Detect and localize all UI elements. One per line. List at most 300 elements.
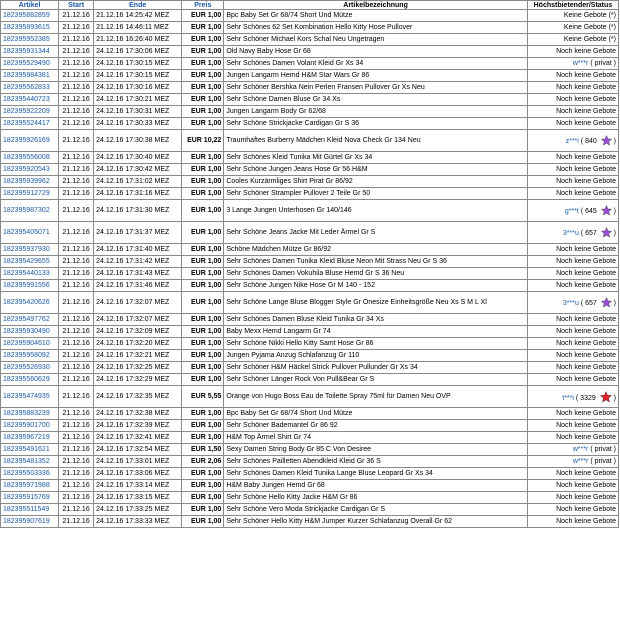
price-cell: EUR 1,00 — [182, 420, 223, 431]
item-id-cell — [1, 46, 58, 57]
item-title-cell: Sehr Schöne Nikki Hello Kitty Samt Hose Gr 86 — [224, 338, 526, 349]
item-id-link[interactable]: 182395984381 — [3, 72, 50, 79]
item-title-cell: Sehr Schöner H&M Häckel Strick Pullover Pullunder Gr Xs 34 — [224, 362, 526, 373]
item-id-link[interactable]: 182395420626 — [3, 299, 50, 306]
item-title-cell: Sehr Schönes Damen Bluse Kleid Tunika Gr 34 Xs — [224, 314, 526, 325]
price-cell: EUR 1,00 — [182, 118, 223, 129]
start-date-cell: 21.12.16 — [59, 176, 93, 187]
table-row — [1, 176, 618, 187]
table-row — [1, 188, 618, 199]
table-row — [1, 350, 618, 361]
table-row — [1, 468, 618, 479]
end-date-cell: 24.12.16 17:32:29 MEZ — [94, 374, 181, 385]
table-row — [1, 280, 618, 291]
status-text: Noch keine Gebote — [556, 190, 616, 197]
item-title-cell: Sexy Damen String Body Gr 85 C Von Desiree — [224, 444, 526, 455]
status-text: Noch keine Gebote — [556, 364, 616, 371]
item-id-link[interactable]: 182395526930 — [3, 364, 50, 371]
item-title-cell: Jungen Langarm Body Gr 62/68 — [224, 106, 526, 117]
item-id-cell — [1, 256, 58, 267]
table-row — [1, 46, 618, 57]
item-id-link[interactable]: 182395912729 — [3, 190, 50, 197]
start-date-cell: 21.12.16 — [59, 292, 93, 313]
item-title-cell: Sehr Schöner Hello Kitty H&M Jumper Kurzer Schlafanzug Overall Gr 62 — [224, 516, 526, 527]
bidder-link[interactable]: 3***u — [562, 300, 579, 307]
item-title-cell: Sehr Schönes Kleid Tunika Mit Gürtel Gr Xs 34 — [224, 152, 526, 163]
item-id-link[interactable]: 182395920543 — [3, 166, 50, 173]
end-date-cell: 24.12.16 17:32:54 MEZ — [94, 444, 181, 455]
table-row — [1, 386, 618, 407]
status-cell: 3***u ( 657 ) — [528, 292, 618, 313]
end-date-cell: 24.12.16 17:32:21 MEZ — [94, 350, 181, 361]
status-text: Noch keine Gebote — [556, 518, 616, 525]
status-cell — [528, 408, 618, 419]
item-id-link[interactable]: 182395497762 — [3, 316, 50, 323]
item-id-link[interactable]: 182395904610 — [3, 340, 50, 347]
start-date-cell: 21.12.16 — [59, 362, 93, 373]
item-id-link[interactable]: 182395952385 — [3, 36, 50, 43]
item-id-cell — [1, 164, 58, 175]
item-id-cell — [1, 188, 58, 199]
column-header-artikel[interactable]: Artikel — [1, 1, 58, 9]
item-id-cell — [1, 374, 58, 385]
start-date-cell: 21.12.16 — [59, 34, 93, 45]
table-row — [1, 338, 618, 349]
item-id-link[interactable]: 182395991556 — [3, 282, 50, 289]
item-id-cell — [1, 106, 58, 117]
status-cell — [528, 468, 618, 479]
status-text: Noch keine Gebote — [556, 328, 616, 335]
item-id-cell — [1, 280, 58, 291]
start-date-cell: 21.12.16 — [59, 386, 93, 407]
table-row — [1, 362, 618, 373]
table-row — [1, 94, 618, 105]
status-cell — [528, 432, 618, 443]
end-date-cell: 24.12.16 17:30:40 MEZ — [94, 152, 181, 163]
item-id-cell — [1, 468, 58, 479]
price-cell: EUR 1,00 — [182, 280, 223, 291]
item-title-cell: Old Navy Baby Hose Gr 68 — [224, 46, 526, 57]
item-title-cell: Sehr Schöne Lange Bluse Blogger Style Gr Onesize Einheitsgröße Neu Xs S M L Xl — [224, 292, 526, 313]
status-text: Noch keine Gebote — [556, 434, 616, 441]
price-cell: EUR 1,00 — [182, 46, 223, 57]
price-cell: EUR 2,06 — [182, 456, 223, 467]
end-date-cell: 24.12.16 17:32:07 MEZ — [94, 314, 181, 325]
status-text: Noch keine Gebote — [556, 352, 616, 359]
item-id-cell — [1, 314, 58, 325]
start-date-cell: 21.12.16 — [59, 244, 93, 255]
price-cell: EUR 1,00 — [182, 468, 223, 479]
status-text: Noch keine Gebote — [556, 422, 616, 429]
item-title-cell: Sehr Schöne Strickjacke Cardigan Gr S 36 — [224, 118, 526, 129]
status-text: Noch keine Gebote — [556, 258, 616, 265]
price-cell: EUR 1,00 — [182, 256, 223, 267]
end-date-cell: 24.12.16 17:33:25 MEZ — [94, 504, 181, 515]
item-id-cell — [1, 292, 58, 313]
table-row — [1, 164, 618, 175]
item-id-link[interactable]: 182395562833 — [3, 84, 50, 91]
bidder-link[interactable]: 3***u — [562, 230, 579, 237]
table-row — [1, 516, 618, 527]
item-title-cell: Sehr Schöne Jeans Jacke Mit Leder Ärmel Gr S — [224, 222, 526, 243]
start-date-cell: 21.12.16 — [59, 70, 93, 81]
end-date-cell: 24.12.16 17:30:38 MEZ — [94, 130, 181, 151]
end-date-cell: 24.12.16 17:30:16 MEZ — [94, 82, 181, 93]
item-id-link[interactable]: 182395882859 — [3, 12, 50, 19]
status-cell — [528, 46, 618, 57]
item-id-link[interactable]: 182395440133 — [3, 270, 50, 277]
price-cell: EUR 1,00 — [182, 106, 223, 117]
end-date-cell: 24.12.16 17:31:16 MEZ — [94, 188, 181, 199]
end-date-cell: 24.12.16 17:30:15 MEZ — [94, 70, 181, 81]
status-cell — [528, 34, 618, 45]
bidder-rating: ( 657 — [580, 300, 597, 307]
end-date-cell: 24.12.16 17:32:41 MEZ — [94, 432, 181, 443]
end-date-cell: 24.12.16 17:30:15 MEZ — [94, 58, 181, 69]
end-date-cell: 24.12.16 17:30:21 MEZ — [94, 94, 181, 105]
item-id-cell — [1, 222, 58, 243]
end-date-cell: 21.12.16 16:26:40 MEZ — [94, 34, 181, 45]
end-date-cell: 24.12.16 17:32:09 MEZ — [94, 326, 181, 337]
end-date-cell: 24.12.16 17:31:42 MEZ — [94, 256, 181, 267]
bidder-rating: ( 3329 — [575, 394, 596, 402]
status-cell — [528, 244, 618, 255]
status-text: Noch keine Gebote — [556, 270, 616, 277]
item-id-link[interactable]: 182395481352 — [3, 458, 50, 465]
status-cell — [528, 350, 618, 361]
status-text: Noch keine Gebote — [556, 120, 616, 127]
price-cell: EUR 1,00 — [182, 350, 223, 361]
status-cell — [528, 118, 618, 129]
end-date-cell: 24.12.16 17:31:30 MEZ — [94, 200, 181, 221]
item-id-link[interactable]: 182395930490 — [3, 328, 50, 335]
item-title-cell: Orange von Hugo Boss Eau de Toilette Spray 75ml für Damen Neu OVP — [224, 386, 526, 407]
table-row — [1, 504, 618, 515]
item-id-link[interactable]: 182395524417 — [3, 120, 50, 127]
price-cell: EUR 5,55 — [182, 386, 223, 407]
table-row — [1, 268, 618, 279]
item-title-cell: Sehr Schöne Damen Bluse Gr 34 Xs — [224, 94, 526, 105]
column-header-start[interactable]: Start — [59, 1, 93, 9]
end-date-cell: 24.12.16 17:33:33 MEZ — [94, 516, 181, 527]
item-id-cell — [1, 176, 58, 187]
item-id-cell — [1, 82, 58, 93]
end-date-cell: 24.12.16 17:30:06 MEZ — [94, 46, 181, 57]
start-date-cell: 21.12.16 — [59, 22, 93, 33]
price-cell: EUR 1,00 — [182, 362, 223, 373]
item-title-cell: Jungen Langarm Hemd H&M Star Wars Gr 86 — [224, 70, 526, 81]
table-row — [1, 408, 618, 419]
price-cell: EUR 1,00 — [182, 326, 223, 337]
start-date-cell: 21.12.16 — [59, 374, 93, 385]
table-row — [1, 492, 618, 503]
item-id-link[interactable]: 182395958092 — [3, 352, 50, 359]
end-date-cell: 24.12.16 17:31:02 MEZ — [94, 176, 181, 187]
status-cell — [528, 70, 618, 81]
item-id-cell — [1, 10, 58, 21]
item-title-cell: 3 Lange Jungen Unterhosen Gr 140/146 — [224, 200, 526, 221]
feedback-star-icon — [600, 391, 612, 403]
status-cell: t***i ( 3329 ) — [528, 386, 618, 407]
price-cell: EUR 10,22 — [182, 130, 223, 151]
status-cell — [528, 164, 618, 175]
start-date-cell: 21.12.16 — [59, 516, 93, 527]
price-cell: EUR 1,00 — [182, 314, 223, 325]
feedback-star-icon — [601, 297, 612, 308]
bidder-link[interactable]: w***r — [572, 458, 589, 465]
price-cell: EUR 1,00 — [182, 492, 223, 503]
bidder-link[interactable]: z***i — [565, 138, 579, 145]
start-date-cell: 21.12.16 — [59, 314, 93, 325]
item-id-cell — [1, 516, 58, 527]
end-date-cell: 24.12.16 17:30:33 MEZ — [94, 118, 181, 129]
start-date-cell: 21.12.16 — [59, 200, 93, 221]
status-cell — [528, 504, 618, 515]
item-id-cell — [1, 492, 58, 503]
item-id-cell — [1, 34, 58, 45]
item-title-cell: Sehr Schönes Damen Vokuhila Bluse Hemd Gr S 36 Neu — [224, 268, 526, 279]
start-date-cell: 21.12.16 — [59, 468, 93, 479]
status-cell — [528, 420, 618, 431]
item-title-cell: Sehr Schöne Jungen Jeans Hose Gr 56 H&M — [224, 164, 526, 175]
status-text: Noch keine Gebote — [556, 482, 616, 489]
item-title-cell: Bpc Baby Set Gr 68/74 Short Und Mütze — [224, 408, 526, 419]
item-title-cell: Sehr Schönes 62 Set Kombination Hello Kitty Hose Pullover — [224, 22, 526, 33]
end-date-cell: 24.12.16 17:32:20 MEZ — [94, 338, 181, 349]
item-title-cell: Baby Mexx Hemd Langarm Gr 74 — [224, 326, 526, 337]
price-cell: EUR 1,00 — [182, 58, 223, 69]
table-header-row — [1, 1, 618, 9]
item-id-link[interactable]: 182395967219 — [3, 434, 50, 441]
table-row — [1, 82, 618, 93]
bidder-link[interactable]: g***t — [564, 208, 579, 215]
item-id-link[interactable]: 182395529490 — [3, 60, 50, 67]
item-id-link[interactable]: 182395893615 — [3, 24, 50, 31]
feedback-star-icon — [601, 205, 612, 216]
item-id-cell — [1, 200, 58, 221]
item-id-link[interactable]: 182395971988 — [3, 482, 50, 489]
item-title-cell: Sehr Schöne Hello Kitty Jacke H&M Gr 86 — [224, 492, 526, 503]
end-date-cell: 24.12.16 17:32:38 MEZ — [94, 408, 181, 419]
bidder-rating: ( privat ) — [590, 60, 616, 67]
item-title-cell: Sehr Schönes Damen Volant Kleid Gr Xs 34 — [224, 58, 526, 69]
status-cell: g***t ( 645 ) — [528, 200, 618, 221]
item-id-link[interactable]: 182395474935 — [3, 393, 50, 400]
end-date-cell: 24.12.16 17:31:40 MEZ — [94, 244, 181, 255]
status-text: Noch keine Gebote — [556, 84, 616, 91]
status-text: Noch keine Gebote — [556, 154, 616, 161]
price-cell: EUR 1,00 — [182, 222, 223, 243]
table-row — [1, 374, 618, 385]
status-cell — [528, 444, 618, 455]
item-title-cell: Bpc Baby Set Gr 68/74 Short Und Mütze — [224, 10, 526, 21]
item-title-cell: Sehr Schöner Bershka Nein Perlen Fransen Pullover Gr Xs Neu — [224, 82, 526, 93]
item-id-link[interactable]: 182395511549 — [3, 506, 50, 513]
item-title-cell: Sehr Schöner Strampler Pullover 2 Teile Gr 50 — [224, 188, 526, 199]
item-id-cell — [1, 130, 58, 151]
item-title-cell: Sehr Schönes Damen Tunika Kleid Bluse Neon Mit Strass Neu Gr S 36 — [224, 256, 526, 267]
item-id-link[interactable]: 182395901700 — [3, 422, 50, 429]
status-cell — [528, 362, 618, 373]
status-text: Noch keine Gebote — [556, 494, 616, 501]
item-title-cell: Sehr Schöner Länger Rock Von Pull&Bear Gr S — [224, 374, 526, 385]
start-date-cell: 21.12.16 — [59, 222, 93, 243]
item-id-link[interactable]: 182395987302 — [3, 207, 50, 214]
item-title-cell: Sehr Schöne Jungen Nike Hose Gr M 140 - 152 — [224, 280, 526, 291]
item-id-cell — [1, 408, 58, 419]
end-date-cell: 24.12.16 17:32:35 MEZ — [94, 386, 181, 407]
item-id-cell — [1, 70, 58, 81]
end-date-cell: 24.12.16 17:30:31 MEZ — [94, 106, 181, 117]
table-row — [1, 456, 618, 467]
table-row — [1, 200, 618, 221]
item-title-cell: Sehr Schönes Damen Kleid Tunika Lange Bluse Leopard Gr Xs 34 — [224, 468, 526, 479]
end-date-cell: 24.12.16 17:33:15 MEZ — [94, 492, 181, 503]
status-cell — [528, 106, 618, 117]
table-row — [1, 256, 618, 267]
item-id-link[interactable]: 182395405071 — [3, 229, 50, 236]
table-row — [1, 420, 618, 431]
item-title-cell: H&M Top Ärmel Shirt Gr 74 — [224, 432, 526, 443]
start-date-cell: 21.12.16 — [59, 256, 93, 267]
start-date-cell: 21.12.16 — [59, 118, 93, 129]
table-row — [1, 70, 618, 81]
price-cell: EUR 1,00 — [182, 268, 223, 279]
status-cell — [528, 280, 618, 291]
item-id-link[interactable]: 182395922209 — [3, 108, 50, 115]
price-cell: EUR 1,00 — [182, 516, 223, 527]
price-cell: EUR 1,00 — [182, 82, 223, 93]
item-title-cell: Sehr Schöner Bademantel Gr 86 92 — [224, 420, 526, 431]
start-date-cell: 21.12.16 — [59, 268, 93, 279]
column-header-status: Höchstbietender/Status — [528, 1, 618, 9]
table-row — [1, 58, 618, 69]
item-id-cell — [1, 338, 58, 349]
start-date-cell: 21.12.16 — [59, 130, 93, 151]
column-header-ende[interactable]: Ende — [94, 1, 181, 9]
price-cell: EUR 1,00 — [182, 152, 223, 163]
table-row — [1, 118, 618, 129]
start-date-cell: 21.12.16 — [59, 152, 93, 163]
table-row — [1, 106, 618, 117]
start-date-cell: 21.12.16 — [59, 46, 93, 57]
status-cell — [528, 176, 618, 187]
status-cell — [528, 480, 618, 491]
item-id-link[interactable]: 182395937930 — [3, 246, 50, 253]
item-title-cell: H&M Baby Jungen Hemd Gr 68 — [224, 480, 526, 491]
status-text: Noch keine Gebote — [556, 166, 616, 173]
column-header-preis[interactable]: Preis — [182, 1, 223, 9]
item-id-link[interactable]: 182395915769 — [3, 494, 50, 501]
item-id-link[interactable]: 182395440723 — [3, 96, 50, 103]
status-text: Noch keine Gebote — [556, 506, 616, 513]
item-id-link[interactable]: 182395907619 — [3, 518, 50, 525]
bidder-link[interactable]: w***r — [572, 446, 589, 453]
status-text: Noch keine Gebote — [556, 316, 616, 323]
status-cell — [528, 456, 618, 467]
table-row — [1, 480, 618, 491]
item-id-link[interactable]: 182395939962 — [3, 178, 50, 185]
status-cell: z***i ( 840 ) — [528, 130, 618, 151]
end-date-cell: 24.12.16 17:31:43 MEZ — [94, 268, 181, 279]
status-text: Noch keine Gebote — [556, 178, 616, 185]
status-cell — [528, 58, 618, 69]
status-text: Noch keine Gebote — [556, 470, 616, 477]
price-cell: EUR 1,00 — [182, 10, 223, 21]
item-id-cell — [1, 118, 58, 129]
bidder-link[interactable]: w***r — [572, 60, 589, 67]
price-cell: EUR 1,00 — [182, 374, 223, 385]
item-id-link[interactable]: 182395560629 — [3, 376, 50, 383]
item-id-link[interactable]: 182395883239 — [3, 410, 50, 417]
start-date-cell: 21.12.16 — [59, 444, 93, 455]
bidder-link[interactable]: t***i — [562, 394, 574, 402]
column-header-artikelbezeichnung: Artikelbezeichnung — [224, 1, 526, 9]
end-date-cell: 21.12.16 14:46:11 MEZ — [94, 22, 181, 33]
status-text: Noch keine Gebote — [556, 108, 616, 115]
status-cell: 3***u ( 657 ) — [528, 222, 618, 243]
price-cell: EUR 1,00 — [182, 22, 223, 33]
feedback-star-icon — [601, 227, 612, 238]
start-date-cell: 21.12.16 — [59, 280, 93, 291]
item-id-cell — [1, 386, 58, 407]
item-id-cell — [1, 94, 58, 105]
item-id-link[interactable]: 182395429655 — [3, 258, 50, 265]
status-text: Keine Gebote (*) — [563, 24, 616, 31]
status-cell — [528, 338, 618, 349]
status-cell — [528, 314, 618, 325]
price-cell: EUR 1,00 — [182, 34, 223, 45]
bidder-rating: ( 840 — [580, 138, 597, 145]
end-date-cell: 24.12.16 17:32:25 MEZ — [94, 362, 181, 373]
start-date-cell: 21.12.16 — [59, 188, 93, 199]
start-date-cell: 21.12.16 — [59, 326, 93, 337]
price-cell: EUR 1,00 — [182, 480, 223, 491]
status-text: Keine Gebote (*) — [563, 12, 616, 19]
end-date-cell: 24.12.16 17:32:07 MEZ — [94, 292, 181, 313]
end-date-cell: 24.12.16 17:33:01 MEZ — [94, 456, 181, 467]
table-row — [1, 222, 618, 243]
bidder-rating: ( 657 — [580, 230, 597, 237]
end-date-cell: 24.12.16 17:31:46 MEZ — [94, 280, 181, 291]
item-id-link[interactable]: 182395491621 — [3, 446, 50, 453]
status-cell — [528, 256, 618, 267]
status-text: Noch keine Gebote — [556, 282, 616, 289]
item-id-cell — [1, 326, 58, 337]
item-id-link[interactable]: 182395556008 — [3, 154, 50, 161]
item-id-cell — [1, 504, 58, 515]
item-id-link[interactable]: 182395931344 — [3, 48, 50, 55]
end-date-cell: 24.12.16 17:32:39 MEZ — [94, 420, 181, 431]
item-id-link[interactable]: 182395926169 — [3, 137, 50, 144]
item-title-cell: Sehr Schöner Michael Kors Schal Neu Ungetragen — [224, 34, 526, 45]
bidder-rating: ( 645 — [580, 208, 597, 215]
price-cell: EUR 1,00 — [182, 408, 223, 419]
item-id-cell — [1, 58, 58, 69]
table-row — [1, 22, 618, 33]
item-id-cell — [1, 480, 58, 491]
start-date-cell: 21.12.16 — [59, 94, 93, 105]
start-date-cell: 21.12.16 — [59, 420, 93, 431]
item-id-link[interactable]: 182395503336 — [3, 470, 50, 477]
start-date-cell: 21.12.16 — [59, 82, 93, 93]
item-title-cell: Cooles Kurzärmliges Shirt Pirat Gr 86/92 — [224, 176, 526, 187]
table-row — [1, 244, 618, 255]
status-text: Noch keine Gebote — [556, 410, 616, 417]
start-date-cell: 21.12.16 — [59, 504, 93, 515]
end-date-cell: 24.12.16 17:30:42 MEZ — [94, 164, 181, 175]
table-row — [1, 130, 618, 151]
